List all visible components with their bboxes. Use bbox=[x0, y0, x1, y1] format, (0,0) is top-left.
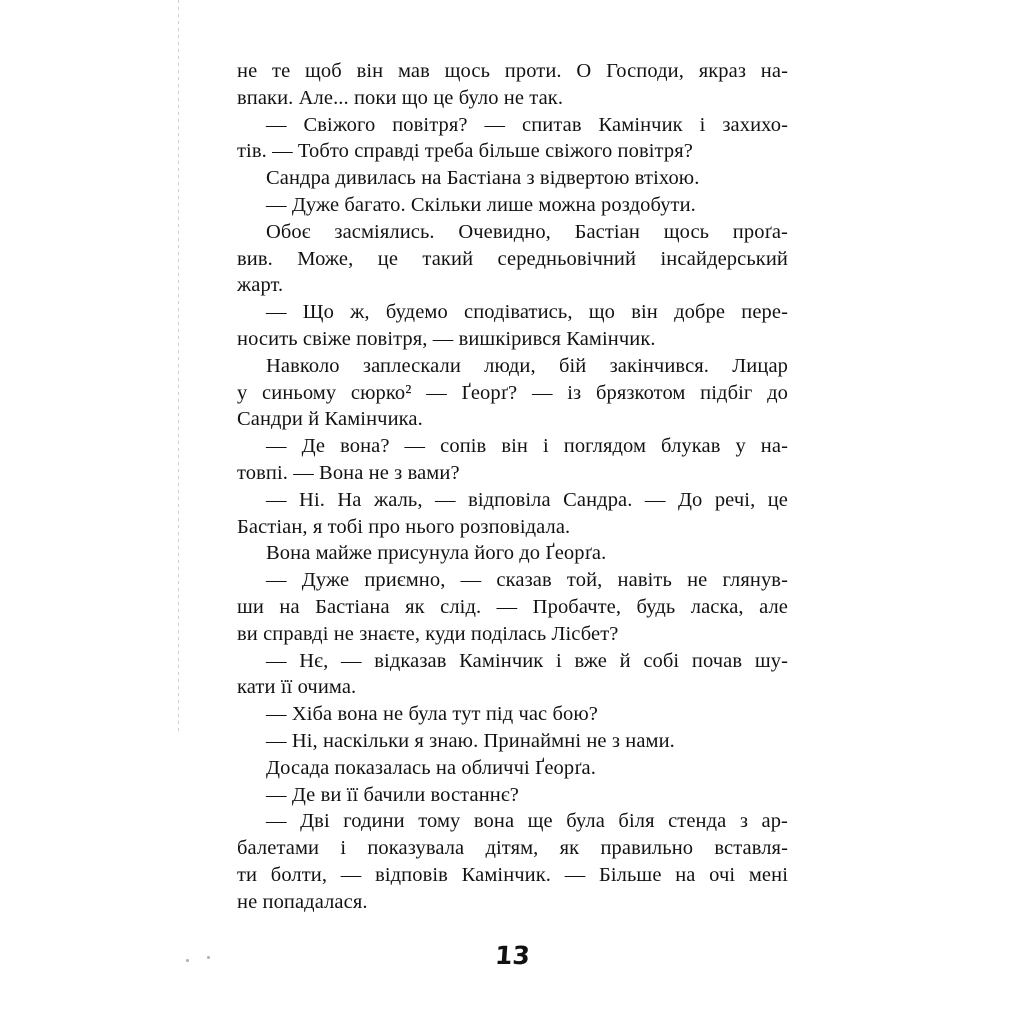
text-line: — Де ви її бачили востаннє? bbox=[266, 783, 519, 806]
text-line: не попадалася. bbox=[237, 890, 368, 913]
text-line: жарт. bbox=[237, 274, 284, 297]
text-line: впаки. Але... поки що це було не так. bbox=[237, 86, 564, 109]
text-line: Бастіан, я тобі про нього розповідала. bbox=[237, 515, 571, 538]
text-line: Сандри й Камінчика. bbox=[237, 408, 423, 431]
text-line: — Нє, — відказав Камінчик і вже й собі почав шу- bbox=[266, 649, 788, 672]
text-line: — Де вона? — сопів він і поглядом блукав у на- bbox=[266, 435, 788, 458]
text-column bbox=[237, 58, 788, 916]
text-line: — Хіба вона не була тут під час бою? bbox=[266, 703, 598, 726]
text-line: тів. — Тобто справді треба більше свіжого повітря? bbox=[237, 140, 693, 163]
text-line: — Дуже приємно, — сказав той, навіть не глянув- bbox=[266, 569, 788, 592]
text-line: — Дві години тому вона ще була біля стенда з ар- bbox=[266, 810, 788, 833]
text-line: у синьому сюрко² — Ґеорґ? — із брязкотом підбіг до bbox=[237, 381, 788, 404]
text-line: Обоє засміялись. Очевидно, Бастіан щось проґа- bbox=[266, 220, 788, 243]
text-line: не те щоб він мав щось проти. О Господи, якраз на- bbox=[237, 60, 788, 82]
text-line: товпі. — Вона не з вами? bbox=[237, 461, 460, 484]
text-line: носить свіже повітря, — вишкірився Камінчик. bbox=[237, 327, 656, 350]
text-line: Сандра дивилась на Бастіана з відвертою втіхою. bbox=[266, 167, 700, 190]
text-line: — Дуже багато. Скільки лише можна роздобути. bbox=[266, 193, 696, 216]
text-line: — Ні, наскільки я знаю. Принаймні не з нами. bbox=[266, 729, 675, 752]
text-line: вив. Може, це такий середньовічний інсайдерський bbox=[237, 247, 788, 270]
text-line: балетами і показувала дітям, як правильно вставля- bbox=[237, 837, 788, 860]
text-line: Досада показалась на обличчі Ґеорґа. bbox=[266, 756, 596, 779]
text-line: — Що ж, будемо сподіватись, що він добре пере- bbox=[266, 301, 788, 324]
text-line: Вона майже присунула його до Ґеорґа. bbox=[266, 542, 607, 565]
scan-artifact-dot bbox=[207, 956, 210, 959]
text-line: — Свіжого повітря? — спитав Камінчик і захихо- bbox=[266, 113, 788, 136]
text-line: — Ні. На жаль, — відповіла Сандра. — До речі, це bbox=[266, 488, 788, 511]
text-line: ви справді не знаєте, куди поділась Лісбет? bbox=[237, 622, 619, 645]
text-line: ти болти, — відповів Камінчик. — Більше на очі мені bbox=[237, 863, 788, 886]
page-gutter-line bbox=[178, 0, 179, 735]
scan-artifact-dot bbox=[186, 959, 189, 962]
text-line: кати її очима. bbox=[237, 676, 357, 699]
text-line: Навколо заплескали люди, бій закінчився. Лицар bbox=[266, 354, 788, 377]
page-number: 13 bbox=[494, 941, 531, 970]
text-line: ши на Бастіана як слід. — Пробачте, будь ласка, але bbox=[237, 595, 788, 618]
